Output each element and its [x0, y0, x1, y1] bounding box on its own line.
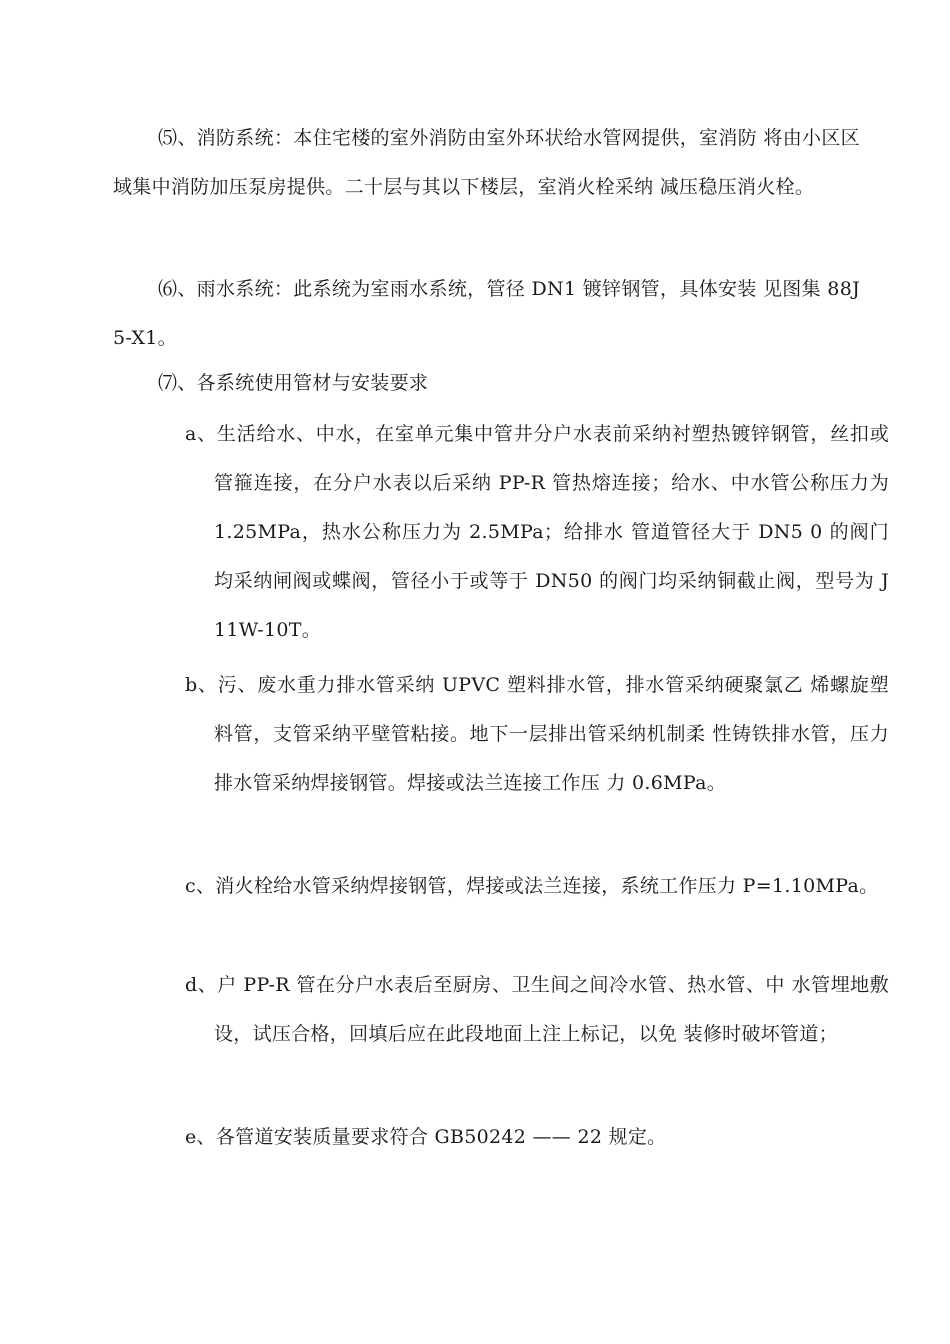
paragraph-pipe-material-requirements: ⑺、各系统使用管材与安装要求: [158, 372, 429, 394]
list-item-b: b、污、废水重力排水管采纳 UPVC 塑料排水管，排水管采纳硬聚氯乙 烯螺旋塑料管，支管采纳平壁管粘接。地下一层排出管采纳机制柔 性铸铁排水管，压力排水管采纳焊接钢管。焊接或法兰连接工作压 力 0.6MPa。: [185, 674, 889, 794]
paragraph-rainwater-system: ⑹、雨水系统：此系统为室雨水系统，管径 DN1 镀锌钢管，具体安装 见图集 88J5-X1。: [113, 278, 860, 349]
list-item-a: a、生活给水、中水，在室单元集中管井分户水表前采纳衬塑热镀锌钢管，丝扣或管箍连接，在分户水表以后采纳 PP-R 管热熔连接；给水、中水管公称压力为 1.25MPa，热水公称压力为 2.5MPa；给排水 管道管径大于 DN5 0 的阀门均采纳闸阀或蝶阀，管径小于或等于 DN50 的阀门均采纳铜截止阀，型号为 J11W-10T。: [185, 423, 889, 641]
list-item-e: e、各管道安装质量要求符合 GB50242 —— 22 规定。: [185, 1126, 667, 1148]
list-item-c: c、消火栓给水管采纳焊接钢管，焊接或法兰连接，系统工作压力 P=1.10MPa。: [185, 875, 879, 897]
paragraph-fire-protection-system: ⑸、消防系统：本住宅楼的室外消防由室外环状给水管网提供，室消防 将由小区区域集中消防加压泵房提供。二十层与其以下楼层，室消火栓采纳 减压稳压消火栓。: [113, 127, 860, 198]
list-item-d: d、户 PP-R 管在分户水表后至厨房、卫生间之间冷水管、热水管、中 水管埋地敷设，试压合格，回填后应在此段地面上注上标记，以免 装修时破坏管道；: [185, 974, 889, 1045]
